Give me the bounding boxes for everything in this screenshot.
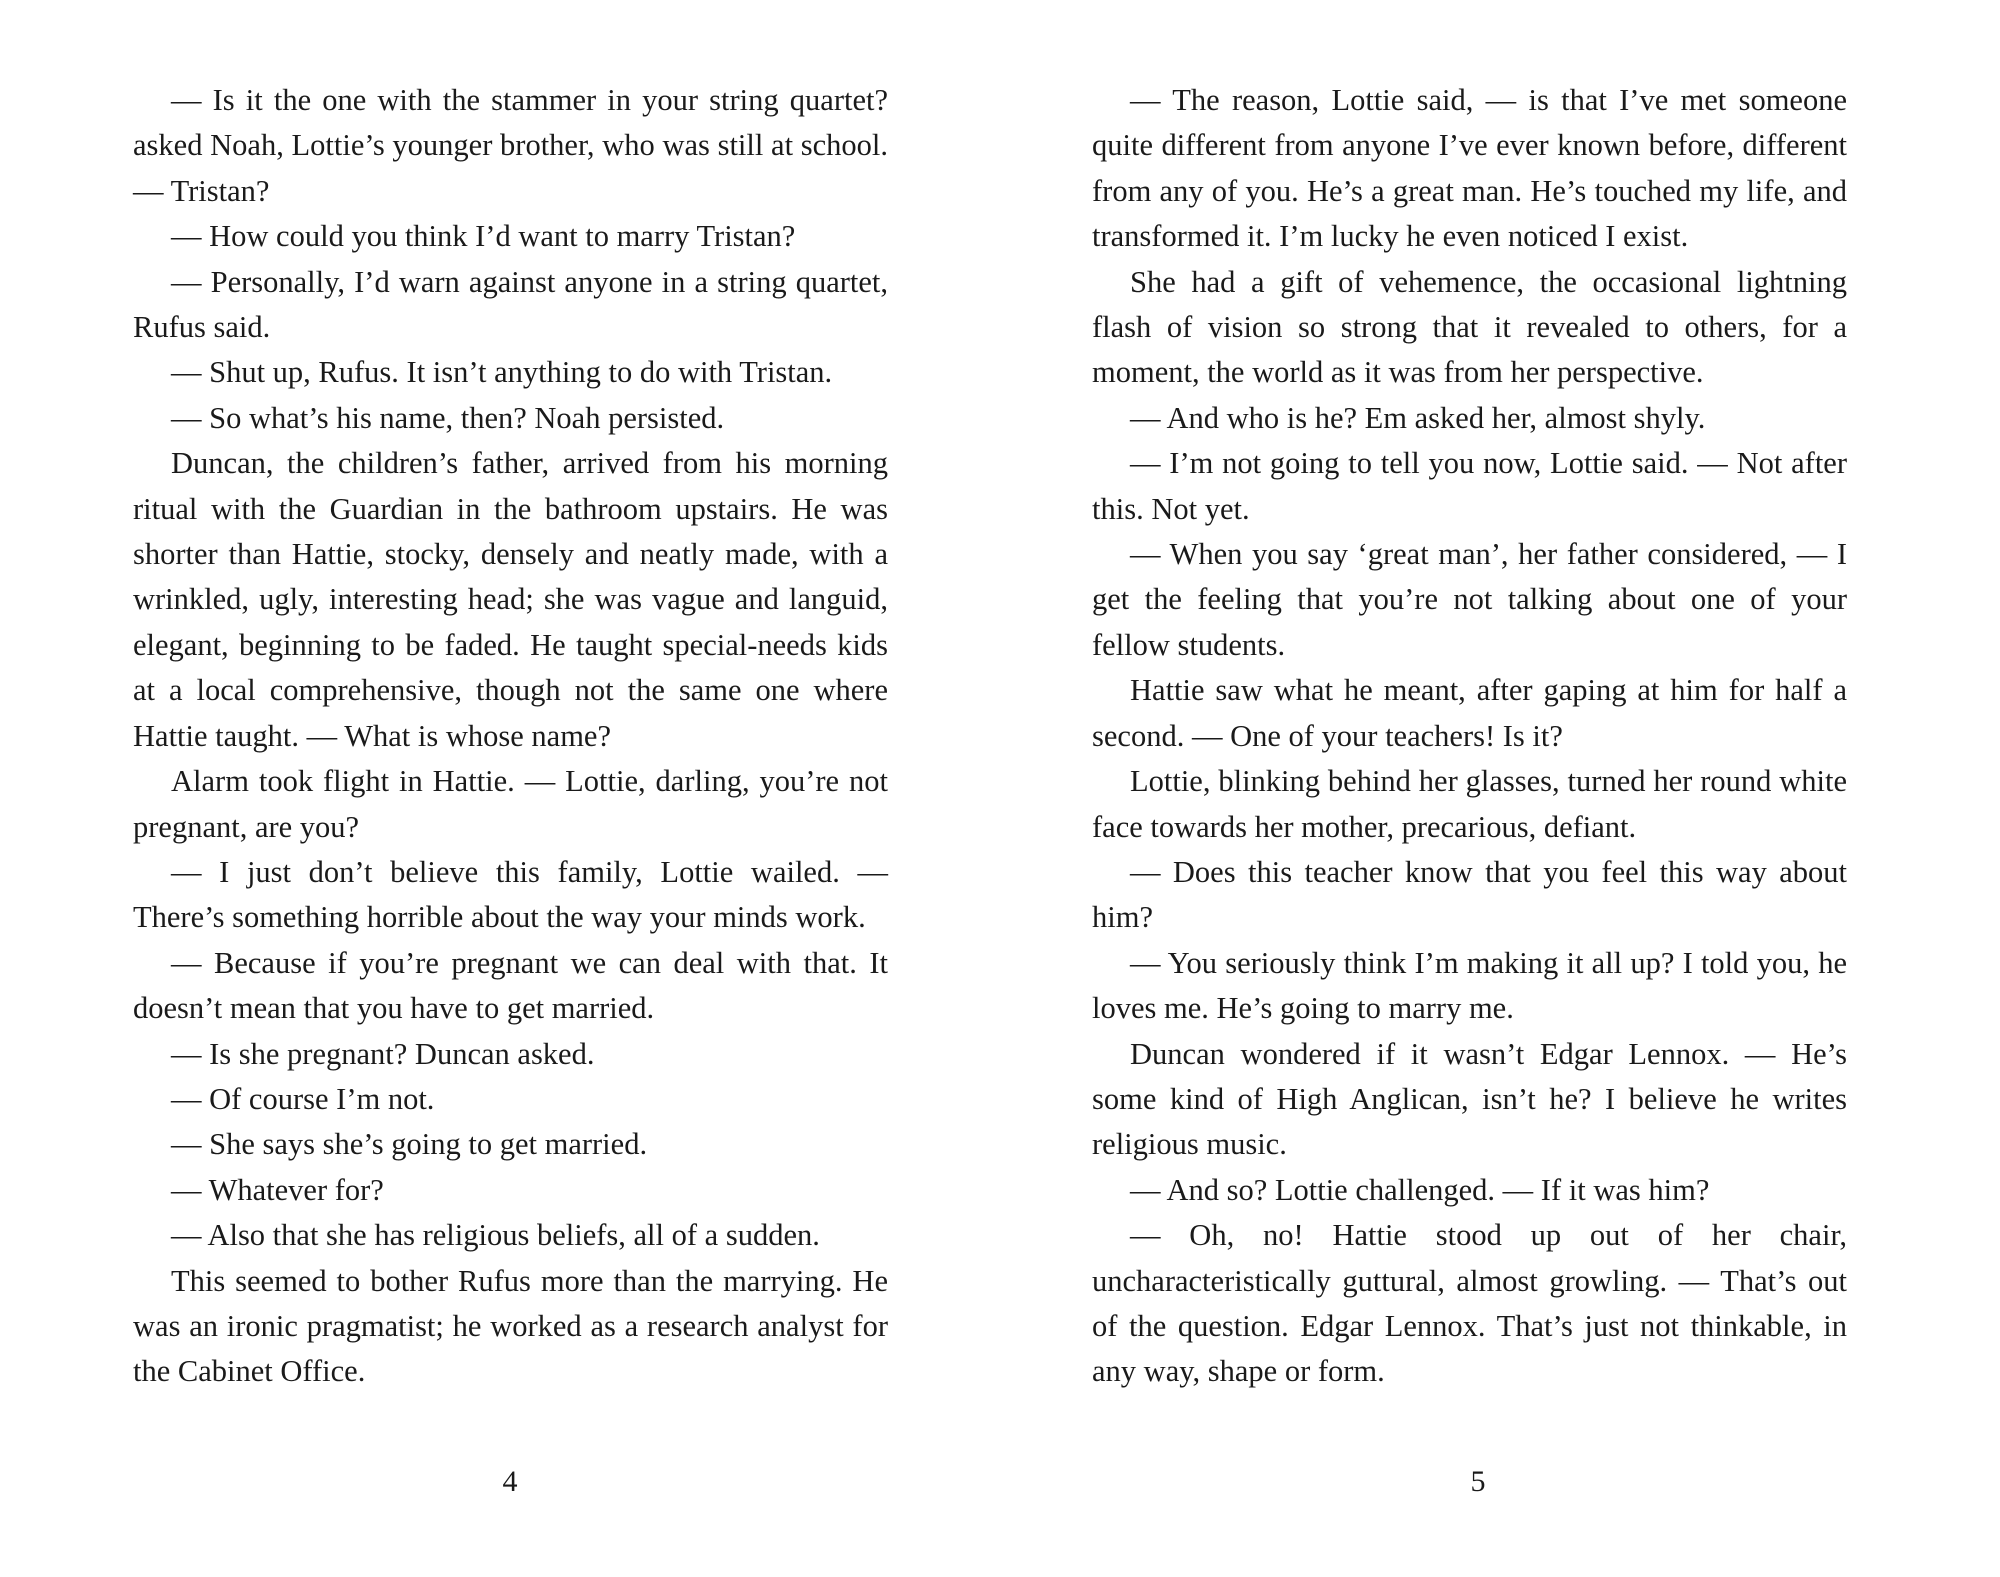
paragraph: — She says she’s going to get married. bbox=[171, 1127, 648, 1162]
paragraph: Lottie, blinking behind her glasses, turned her round white face towards her mother, precarious, defiant. bbox=[1092, 764, 1847, 844]
paragraph: — Also that she has religious beliefs, all of a sudden. bbox=[171, 1218, 820, 1253]
paragraph: This seemed to bother Rufus more than the marrying. He was an ironic pragmatist; he worked as a research analyst for the Cabinet Office. bbox=[133, 1263, 888, 1389]
paragraph: — Of course I’m not. bbox=[171, 1081, 435, 1116]
paragraph: — And who is he? Em asked her, almost shyly. bbox=[1130, 400, 1706, 435]
paragraph: — Personally, I’d warn against anyone in a string quartet, Rufus said. bbox=[133, 264, 888, 345]
page-number-left: 4 bbox=[502, 1465, 518, 1498]
paragraph: — Shut up, Rufus. It isn’t anything to do with Tristan. bbox=[171, 355, 833, 390]
paragraph: Duncan wondered if it wasn’t Edgar Lennox. — He’s some kind of High Anglican, isn’t he? I believe he writes religious music. bbox=[1092, 1036, 1847, 1162]
paragraph: — And so? Lottie challenged. — If it was him? bbox=[1130, 1172, 1710, 1207]
paragraph: — The reason, Lottie said, — is that I’ve met someone quite different from anyone I’ve ever known before, different from any of you. He’s a great man. He’s touched my life, and transformed it. I’m lucky he even noticed I exist. bbox=[1092, 83, 1847, 254]
paragraph: Alarm took flight in Hattie. — Lottie, darling, you’re not pregnant, are you? bbox=[133, 764, 888, 844]
paragraph: She had a gift of vehemence, the occasional lightning flash of vision so strong that it revealed to others, for a moment, the world as it was from her perspective. bbox=[1092, 264, 1847, 390]
paragraph: — How could you think I’d want to marry Tristan? bbox=[171, 219, 796, 254]
paragraph: — You seriously think I’m making it all up? I told you, he loves me. He’s going to marry me. bbox=[1092, 945, 1847, 1026]
paragraph: — So what’s his name, then? Noah persisted. bbox=[171, 400, 725, 435]
page-number-right: 5 bbox=[1470, 1465, 1486, 1498]
paragraph: — Is it the one with the stammer in your string quartet? asked Noah, Lottie’s younger brother, who was still at school. — Tristan? bbox=[133, 83, 888, 208]
paragraph: Duncan, the children’s father, arrived from his morning ritual with the Guardian in the bathroom upstairs. He was shorter than Hattie, stocky, densely and neatly made, with a wrinkled, ugly, interesting head; she was vague and languid, elegant, beginning to be faded. He taught special-needs kids at a local comprehensive, though not the same one where Hattie taught. — What is whose name? bbox=[133, 446, 888, 753]
paragraph: Hattie saw what he meant, after gaping at him for half a second. — One of your teachers! Is it? bbox=[1092, 673, 1847, 753]
paragraph: — Whatever for? bbox=[171, 1172, 384, 1207]
paragraph: — When you say ‘great man’, her father considered, — I get the feeling that you’re not talking about one of your fellow students. bbox=[1092, 537, 1847, 662]
paragraph: — I’m not going to tell you now, Lottie said. — Not after this. Not yet. bbox=[1092, 446, 1847, 526]
paragraph: — Is she pregnant? Duncan asked. bbox=[171, 1036, 595, 1071]
right-page bbox=[1092, 78, 1847, 1395]
left-page bbox=[133, 78, 888, 1395]
paragraph: — Because if you’re pregnant we can deal with that. It doesn’t mean that you have to get married. bbox=[133, 945, 888, 1026]
paragraph: — Oh, no! Hattie stood up out of her chair, uncharacteristically guttural, almost growling. — That’s out of the question. Edgar Lennox. That’s just not thinkable, in any way, shape or form. bbox=[1092, 1218, 1847, 1389]
paragraph: — I just don’t believe this family, Lottie wailed. — There’s something horrible about the way your minds work. bbox=[133, 854, 888, 935]
paragraph: — Does this teacher know that you feel this way about him? bbox=[1092, 854, 1847, 935]
